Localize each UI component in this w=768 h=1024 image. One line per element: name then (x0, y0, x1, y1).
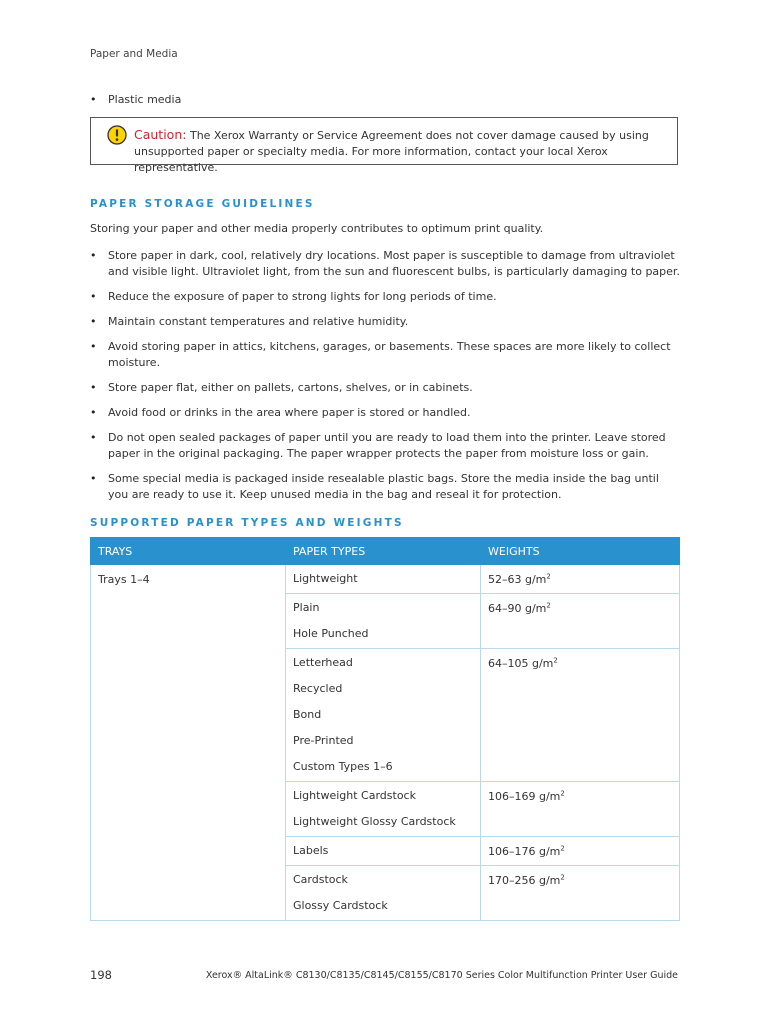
page-number: 198 (90, 968, 112, 982)
weight-cell (481, 837, 680, 866)
running-header: Paper and Media (90, 48, 178, 60)
paper-type: Labels (293, 844, 329, 857)
paper-type: Lightweight Glossy Cardstock (293, 815, 456, 828)
paper-type: Bond (293, 708, 322, 721)
warning-icon (107, 125, 127, 145)
paper-type: Glossy Cardstock (293, 899, 388, 912)
storage-item: • Store paper flat, either on pallets, cartons, shelves, or in cabinets. (90, 380, 680, 396)
weight-value: 64–90 g/m (488, 602, 547, 615)
weight-cell (481, 649, 680, 782)
paper-type: Lightweight Cardstock (293, 789, 416, 802)
column-header-weights: WEIGHTS (481, 538, 680, 565)
storage-item: • Some special media is packaged inside resealable plastic bags. Store the media inside the bag until you are ready to use it. Keep unused media in the bag and reseal it for protection. (90, 471, 680, 503)
tray-cell: Trays 1–4 (91, 565, 286, 921)
paper-type: Hole Punched (293, 627, 369, 640)
storage-item: • Avoid storing paper in attics, kitchens, garages, or basements. These spaces are more likely to collect moisture. (90, 339, 680, 371)
weight-value: 64–105 g/m (488, 657, 554, 670)
lead-list (90, 92, 680, 117)
storage-section-title: PAPER STORAGE GUIDELINES (90, 198, 315, 210)
column-header-trays: TRAYS (91, 538, 286, 565)
caution-body: The Xerox Warranty or Service Agreement does not cover damage caused by using unsupported paper or specialty media. For more information, contact your local Xerox representative. (134, 129, 649, 174)
paper-types-cell (286, 649, 481, 782)
unit-exponent: 2 (546, 572, 551, 581)
unit-exponent: 2 (560, 844, 565, 853)
paper-types-cell (286, 866, 481, 921)
paper-types-cell (286, 565, 481, 594)
types-section-title: SUPPORTED PAPER TYPES AND WEIGHTS (90, 517, 404, 529)
table-row (91, 565, 680, 594)
table-header-row (91, 538, 680, 565)
storage-intro: Storing your paper and other media properly contributes to optimum print quality. (90, 222, 544, 235)
paper-types-cell (286, 594, 481, 649)
storage-item: • Do not open sealed packages of paper until you are ready to load them into the printer. Leave stored paper in the original packaging. The paper wrapper protects the paper from moisture loss or gain. (90, 430, 680, 462)
paper-types-cell (286, 782, 481, 837)
storage-item: • Avoid food or drinks in the area where paper is stored or handled. (90, 405, 680, 421)
caution-label: Caution: (134, 127, 187, 142)
paper-type: Pre-Printed (293, 734, 354, 747)
weight-cell (481, 565, 680, 594)
weight-cell (481, 782, 680, 837)
paper-type: Plain (293, 601, 320, 614)
paper-type: Lightweight (293, 572, 358, 585)
unit-exponent: 2 (553, 656, 558, 665)
caution-text (134, 127, 664, 176)
weight-cell (481, 594, 680, 649)
paper-types-table (90, 537, 680, 921)
column-header-paper-types: PAPER TYPES (286, 538, 481, 565)
paper-type: Recycled (293, 682, 343, 695)
paper-type: Letterhead (293, 656, 353, 669)
weight-value: 52–63 g/m (488, 573, 547, 586)
unit-exponent: 2 (546, 601, 551, 610)
storage-item: • Store paper in dark, cool, relatively dry locations. Most paper is susceptible to damage from ultraviolet and visible light. Ultraviolet light, from the sun and fluorescent bulbs, is particularly damaging to paper. (90, 248, 680, 280)
unit-exponent: 2 (560, 873, 565, 882)
footer-title: Xerox® AltaLink® C8130/C8135/C8145/C8155/C8170 Series Color Multifunction Printer User Guide (205, 970, 678, 981)
caution-box (90, 117, 678, 174)
weight-cell (481, 866, 680, 921)
lead-bullet: • Plastic media (90, 92, 680, 108)
paper-types-cell (286, 837, 481, 866)
paper-type: Custom Types 1–6 (293, 760, 393, 773)
weight-value: 106–176 g/m (488, 845, 561, 858)
paper-type: Cardstock (293, 873, 348, 886)
weight-value: 106–169 g/m (488, 790, 561, 803)
storage-guidelines-list (90, 248, 680, 512)
storage-item: • Reduce the exposure of paper to strong lights for long periods of time. (90, 289, 680, 305)
weight-value: 170–256 g/m (488, 874, 561, 887)
storage-item: • Maintain constant temperatures and relative humidity. (90, 314, 680, 330)
unit-exponent: 2 (560, 789, 565, 798)
